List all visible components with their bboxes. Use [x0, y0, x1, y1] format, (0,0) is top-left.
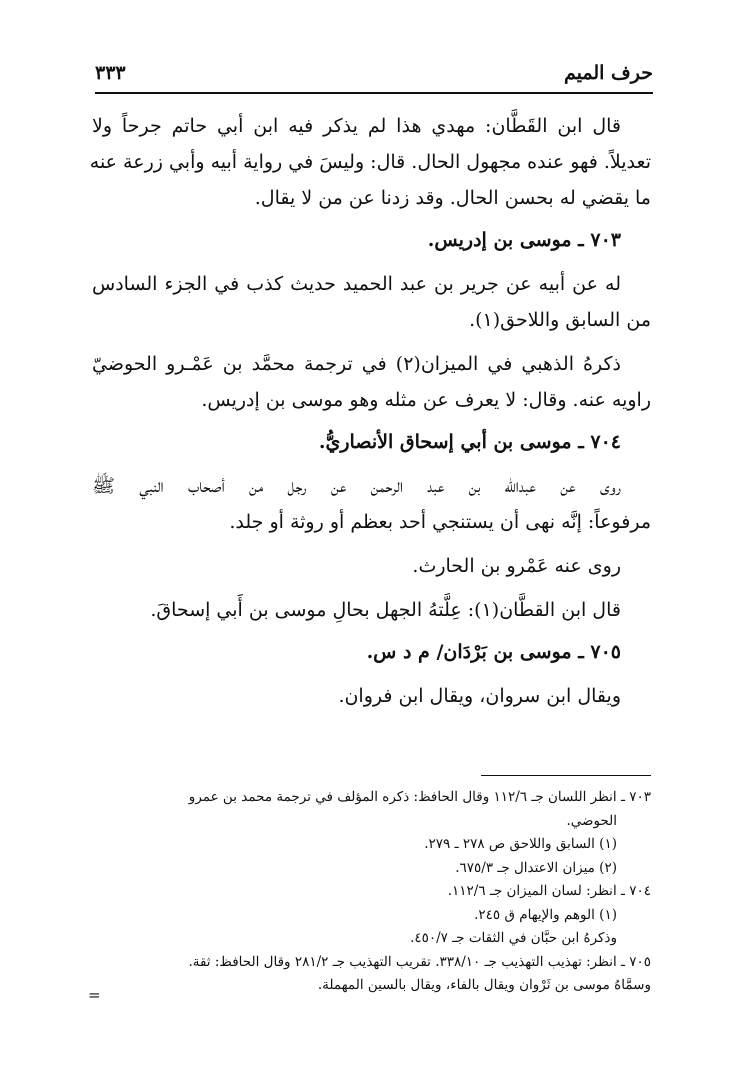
footnote-line: ٧٠٤ ـ انظر: لسان الميزان جـ ١١٢/٦. [447, 883, 651, 899]
footnote-line: الحوضي. [566, 812, 617, 829]
text-line: راويه عنه. وقال: لا يعرف عن مثله وهو موسى بن إدريس. [201, 389, 651, 411]
footnote-line: وذكرهُ ابن حبَّان في الثقات جـ ٤٥٠/٧. [410, 930, 617, 946]
page-number: ٣٣٣ [95, 62, 126, 84]
entry-heading-704: ٧٠٤ ـ موسى بن أبي إسحاق الأنصاريُّ. [318, 431, 621, 453]
text-line: له عن أبيه عن جرير بن عبد الحميد حديث كذب في الجزء السادس [92, 273, 621, 295]
running-header [95, 58, 653, 94]
entry-heading-703: ٧٠٣ ـ موسى بن إدريس. [427, 229, 621, 251]
footnote-line: (١) الوهم والإيهام ق ٢٤٥. [474, 906, 617, 923]
text-line: ما يقضي له بحسن الحال. وقد زدنا عن من لا يقال. [254, 187, 651, 209]
text-line: روى عنه عَمْرو بن الحارث. [412, 555, 621, 577]
main-text [89, 108, 651, 714]
footnote-divider [481, 775, 651, 776]
footnote-line: (١) السابق واللاحق ص ٢٧٨ ـ ٢٧٩. [424, 836, 617, 852]
footnote-line: وسمَّاهُ موسى بن ثَرْوان ويقال بالفاء، ويقال بالسين المهملة. [317, 977, 651, 993]
text-line: من السابق واللاحق(١). [469, 309, 651, 331]
footnote-line: (٢) ميزان الاعتدال جـ ٦٧٥/٣. [455, 859, 617, 876]
footnotes [92, 786, 651, 998]
text-line: ذكرهُ الذهبي في الميزان(٢) في ترجمة محمَّد بن عَمْـرو الحوضيّ [92, 353, 621, 375]
running-title: حرف الميم [564, 62, 653, 84]
continuation-mark: = [88, 986, 101, 1004]
text-line: ويقال ابن سروان، ويقال ابن فروان. [338, 685, 621, 707]
entry-heading-705: ٧٠٥ ـ موسى بن بَرْدَان/ م د س. [366, 641, 621, 663]
text-line: قال ابن القطَّان(١): عِلَّتهُ الجهل بحالِ موسى بن أَبي إسحاقَ. [150, 599, 621, 621]
text-line: روى عن عبدالله بن عبد الرحمن عن رجل من أصحاب النبي ﷺ [92, 475, 621, 497]
footnote-line: ٧٠٣ ـ انظر اللسان جـ ١١٢/٦ وقال الحافظ: ذكره المؤلف في ترجمة محمد بن عمرو [188, 789, 651, 805]
text-line: تعديلاً. فهو عنده مجهول الحال. قال: وليسَ في رواية أبيه وأبي زرعة عنه [89, 151, 651, 173]
text-line: مرفوعاً: إنَّه نهى أن يستنجي أحد بعظم أو روثة أو جلد. [229, 511, 651, 533]
text-line: قال ابن القَطَّان: مهدي هذا لم يذكر فيه ابن أبي حاتم جرحاً ولا [92, 115, 621, 137]
footnote-line: ٧٠٥ ـ انظر: تهذيب التهذيب جـ ٣٣٨/١٠. تقريب التهذيب جـ ٢٨١/٢ وقال الحافظ: ثقة. [188, 953, 651, 970]
